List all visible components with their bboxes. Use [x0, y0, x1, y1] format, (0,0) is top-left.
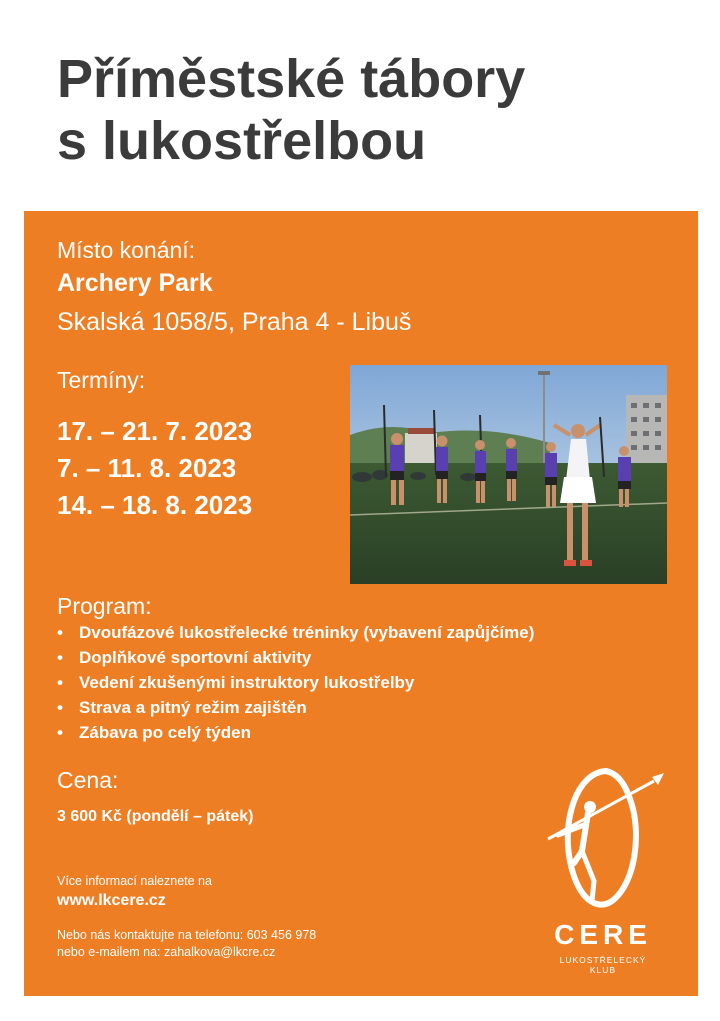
page-title [57, 48, 525, 172]
list-item: • Dvoufázové lukostřelecké tréninky (vybavení zapůjčíme) [57, 620, 534, 645]
club-subtitle: LUKOSTŘELECKÝ KLUB [559, 955, 647, 975]
more-info-text: Více informací naleznete na [57, 874, 212, 888]
venue-name: Archery Park [57, 269, 213, 297]
club-brand [547, 919, 659, 975]
email-text: nebo e-mailem na: zahalkova@lkcre.cz [57, 945, 276, 959]
title-line-1: Příměstské tábory [57, 49, 526, 109]
price-value: 3 600 Kč (pondělí – pátek) [57, 808, 254, 825]
price-label: Cena: [57, 767, 119, 793]
club-name: CERE [554, 919, 652, 950]
archery-training-photo [350, 365, 667, 584]
program-label: Program: [57, 593, 152, 619]
list-item: • Strava a pitný režim zajištěn [57, 695, 534, 720]
venue-label: Místo konání: [57, 237, 196, 263]
venue-address: Skalská 1058/5, Praha 4 - Libuš [57, 308, 412, 336]
phone-text: Nebo nás kontaktujte na telefonu: 603 456 978 [57, 928, 317, 942]
list-item: • Vedení zkušenými instruktory lukostřelby [57, 670, 534, 695]
dates-label: Termíny: [57, 367, 146, 393]
list-item: • Zábava po celý týden [57, 720, 534, 745]
title-line-2: s lukostřelbou [57, 111, 427, 171]
date-item-1: 17. – 21. 7. 2023 [57, 416, 253, 446]
date-item-3: 14. – 18. 8. 2023 [57, 490, 253, 520]
info-panel [24, 211, 698, 996]
website-link[interactable]: www.lkcere.cz [57, 892, 166, 909]
list-item: • Doplňkové sportovní aktivity [57, 645, 534, 670]
program-list [57, 620, 534, 745]
date-item-2: 7. – 11. 8. 2023 [57, 453, 237, 483]
